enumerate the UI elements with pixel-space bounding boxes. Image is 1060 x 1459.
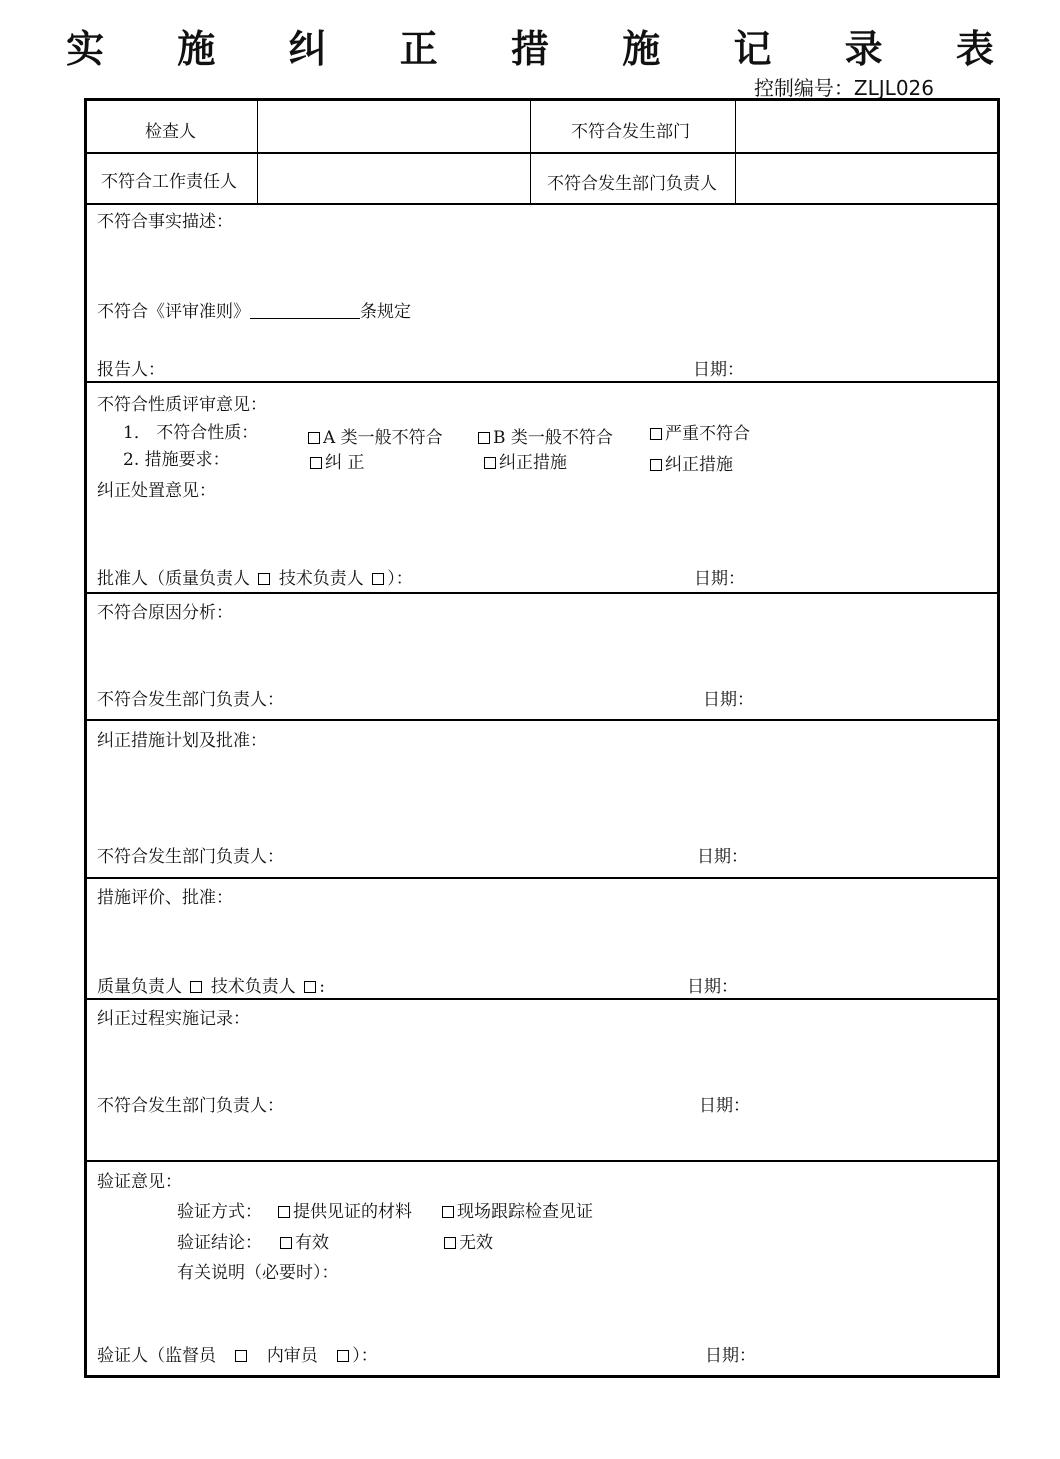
cause-analysis-heading: 不符合原因分析：: [97, 603, 233, 623]
row-divider: [87, 381, 997, 383]
option-class-a[interactable]: [305, 423, 443, 448]
checkbox-icon[interactable]: [310, 457, 322, 469]
req-correction[interactable]: [307, 448, 364, 473]
date-label: 日期：: [693, 360, 744, 380]
nc-description-heading: 不符合事实描述：: [97, 212, 233, 232]
verification-result-label: 验证结论：: [177, 1233, 262, 1253]
nc-dept-head-label: 不符合发生部门负责人: [547, 174, 717, 194]
row-divider: [87, 998, 997, 1000]
approver-end: ）：: [387, 569, 413, 589]
option-label: 纠正措施: [665, 455, 733, 475]
control-code: 控制编号：ZLJL026: [753, 76, 934, 100]
option-label: B 类一般不符合: [493, 428, 613, 448]
verifier-label: 验证人（监督员: [97, 1346, 216, 1366]
implementation-record-heading: 纠正过程实施记录：: [97, 1009, 250, 1029]
date-label: 日期：: [697, 847, 748, 867]
method-evidence[interactable]: [275, 1197, 412, 1222]
evaluation-signers: [97, 972, 325, 997]
rule-line: [97, 297, 411, 322]
option-label: 有效: [295, 1233, 329, 1253]
checkbox-icon[interactable]: [308, 432, 320, 444]
date-label: 日期：: [687, 977, 738, 997]
row-divider: [87, 592, 997, 594]
method-onsite[interactable]: [439, 1197, 593, 1222]
rule-prefix: 不符合《评审准则》: [97, 302, 250, 322]
checkbox-icon[interactable]: [278, 1206, 290, 1218]
checkbox-icon[interactable]: [478, 432, 490, 444]
nc-dept-label: 不符合发生部门: [571, 122, 690, 142]
nc-nature-heading: 不符合性质评审意见：: [97, 395, 267, 415]
nc-person-label: 不符合工作责任人: [101, 172, 237, 192]
verification-heading: 验证意见：: [97, 1172, 182, 1192]
row-divider: [87, 203, 997, 205]
option-label: 严重不符合: [665, 424, 750, 444]
disposal-opinion-heading: 纠正处置意见：: [97, 481, 216, 501]
checkbox-icon[interactable]: [337, 1350, 349, 1362]
col-divider: [735, 101, 736, 204]
option-label: 纠 正: [325, 453, 365, 473]
quality-head-label: 质量负责人: [97, 977, 182, 997]
nature-question: 1． 不符合性质：: [123, 423, 259, 443]
dept-head-sign: 不符合发生部门负责人：: [97, 847, 284, 867]
checkbox-icon[interactable]: [280, 1237, 292, 1249]
req-corrective-2[interactable]: [647, 450, 733, 475]
row-divider: [87, 1160, 997, 1162]
checkbox-icon[interactable]: [372, 573, 384, 585]
verifier-line: [97, 1341, 378, 1366]
result-ineffective[interactable]: [441, 1228, 493, 1253]
form-frame: [84, 98, 1000, 1378]
option-label: 无效: [459, 1233, 493, 1253]
verification-method-label: 验证方式：: [177, 1202, 262, 1222]
checkbox-icon[interactable]: [258, 573, 270, 585]
rule-blank: [250, 304, 360, 319]
inspector-label: 检查人: [145, 122, 196, 142]
checkbox-icon[interactable]: [444, 1237, 456, 1249]
approver-label: 批准人（质量负责人: [97, 569, 250, 589]
checkbox-icon[interactable]: [304, 981, 316, 993]
notes-label: 有关说明（必要时）：: [177, 1263, 339, 1283]
page-title: 实 施 纠 正 措 施 记 录 表: [66, 27, 1024, 71]
date-label: 日期：: [694, 569, 745, 589]
signers-end: :: [319, 977, 325, 997]
row-divider: [87, 877, 997, 879]
option-label: 纠正措施: [499, 453, 567, 473]
option-class-b[interactable]: [475, 423, 613, 448]
option-serious[interactable]: [647, 419, 750, 444]
checkbox-icon[interactable]: [650, 459, 662, 471]
action-plan-heading: 纠正措施计划及批准：: [97, 731, 267, 751]
col-divider: [257, 101, 258, 204]
checkbox-icon[interactable]: [190, 981, 202, 993]
req-corrective-1[interactable]: [481, 448, 567, 473]
date-label: 日期：: [705, 1346, 756, 1366]
checkbox-icon[interactable]: [235, 1350, 247, 1362]
auditor-label: 内审员: [266, 1346, 318, 1366]
tech-head-label: 技术负责人: [210, 977, 296, 997]
dept-head-sign: 不符合发生部门负责人：: [97, 690, 284, 710]
option-label: 现场跟踪检查见证: [457, 1202, 593, 1222]
date-label: 日期：: [703, 690, 754, 710]
verifier-end: ）：: [352, 1346, 378, 1366]
checkbox-icon[interactable]: [484, 457, 496, 469]
rule-suffix: 条规定: [360, 302, 411, 322]
option-label: 提供见证的材料: [293, 1202, 412, 1222]
measure-question: 2. 措施要求：: [123, 450, 230, 470]
checkbox-icon[interactable]: [442, 1206, 454, 1218]
result-effective[interactable]: [277, 1228, 329, 1253]
dept-head-sign: 不符合发生部门负责人：: [97, 1096, 284, 1116]
option-label: A 类一般不符合: [323, 428, 443, 448]
tech-head-label: 技术负责人: [278, 569, 364, 589]
reporter-label: 报告人：: [97, 360, 165, 380]
row-divider: [87, 719, 997, 721]
action-evaluation-heading: 措施评价、批准：: [97, 888, 233, 908]
row-divider: [87, 152, 997, 154]
col-divider: [530, 101, 531, 204]
checkbox-icon[interactable]: [650, 428, 662, 440]
date-label: 日期：: [699, 1096, 750, 1116]
approver-line: [97, 564, 413, 589]
